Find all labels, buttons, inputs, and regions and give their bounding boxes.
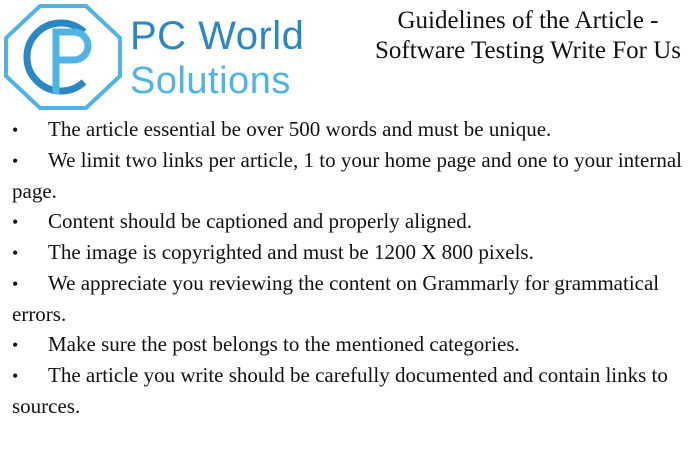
- bullet-icon: •: [12, 151, 19, 171]
- brand-name-line2: Solutions: [130, 60, 291, 102]
- list-item: [12, 329, 692, 360]
- guideline-text: The article you write should be carefully documented and contain links to sources.: [12, 363, 668, 418]
- guideline-text: Make sure the post belongs to the mentioned categories.: [48, 332, 520, 356]
- guidelines-list: [12, 114, 692, 421]
- brand-name-line1: PC World: [130, 14, 305, 58]
- guideline-text: Content should be captioned and properly aligned.: [48, 209, 472, 233]
- bullet-icon: •: [12, 120, 19, 140]
- guideline-text: The image is copyrighted and must be 1200 X 800 pixels.: [48, 240, 534, 264]
- list-item: [12, 145, 692, 206]
- bullet-icon: •: [12, 366, 19, 386]
- list-item: [12, 237, 692, 268]
- list-item: [12, 114, 692, 145]
- guideline-text: We limit two links per article, 1 to your home page and one to your internal page.: [12, 148, 682, 203]
- guideline-text: The article essential be over 500 words and must be unique.: [48, 117, 552, 141]
- guideline-text: We appreciate you reviewing the content on Grammarly for grammatical errors.: [12, 271, 660, 326]
- bullet-icon: •: [12, 212, 19, 232]
- pc-monogram-icon: [2, 2, 124, 112]
- brand-logo: [2, 2, 342, 112]
- list-item: [12, 268, 692, 329]
- list-item: [12, 360, 692, 421]
- bullet-icon: •: [12, 335, 19, 355]
- bullet-icon: •: [12, 243, 19, 263]
- bullet-icon: •: [12, 274, 19, 294]
- page-title: Guidelines of the Article - Software Testing Write For Us: [374, 7, 681, 64]
- list-item: [12, 206, 692, 237]
